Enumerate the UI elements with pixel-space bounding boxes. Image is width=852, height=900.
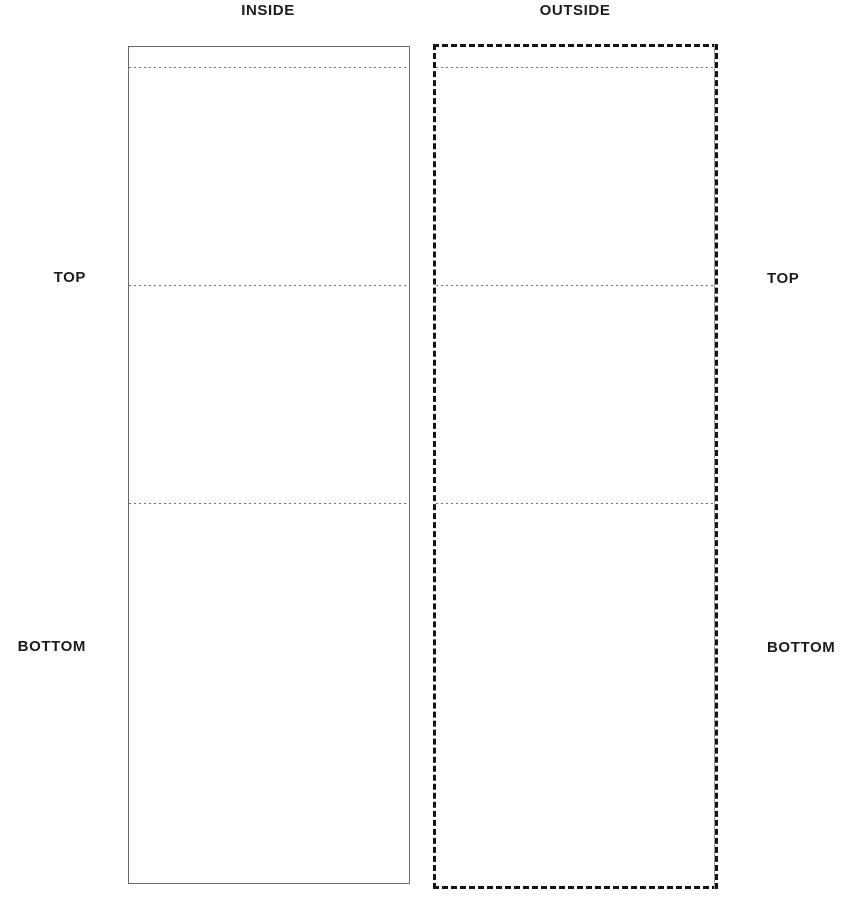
inside-bottom-fold-guide-line: [129, 503, 409, 504]
outside-panel-right-thin-edge: [714, 44, 715, 889]
inside-upper-hem-guide-line: [129, 67, 409, 68]
outside-bottom-fold-guide-line: [436, 503, 715, 504]
inside-panel: [128, 46, 410, 884]
outside-panel-title: OUTSIDE: [539, 2, 611, 19]
outside-upper-hem-guide-line: [436, 67, 715, 68]
inside-panel-title: INSIDE: [241, 2, 295, 19]
bottom-label-right: BOTTOM: [767, 639, 836, 656]
bottom-label-left: BOTTOM: [17, 638, 86, 655]
outside-top-fold-guide-line: [436, 285, 715, 286]
top-label-left: TOP: [53, 269, 86, 286]
outside-panel: [433, 44, 718, 889]
top-label-right: TOP: [767, 270, 800, 287]
inside-top-fold-guide-line: [129, 285, 409, 286]
